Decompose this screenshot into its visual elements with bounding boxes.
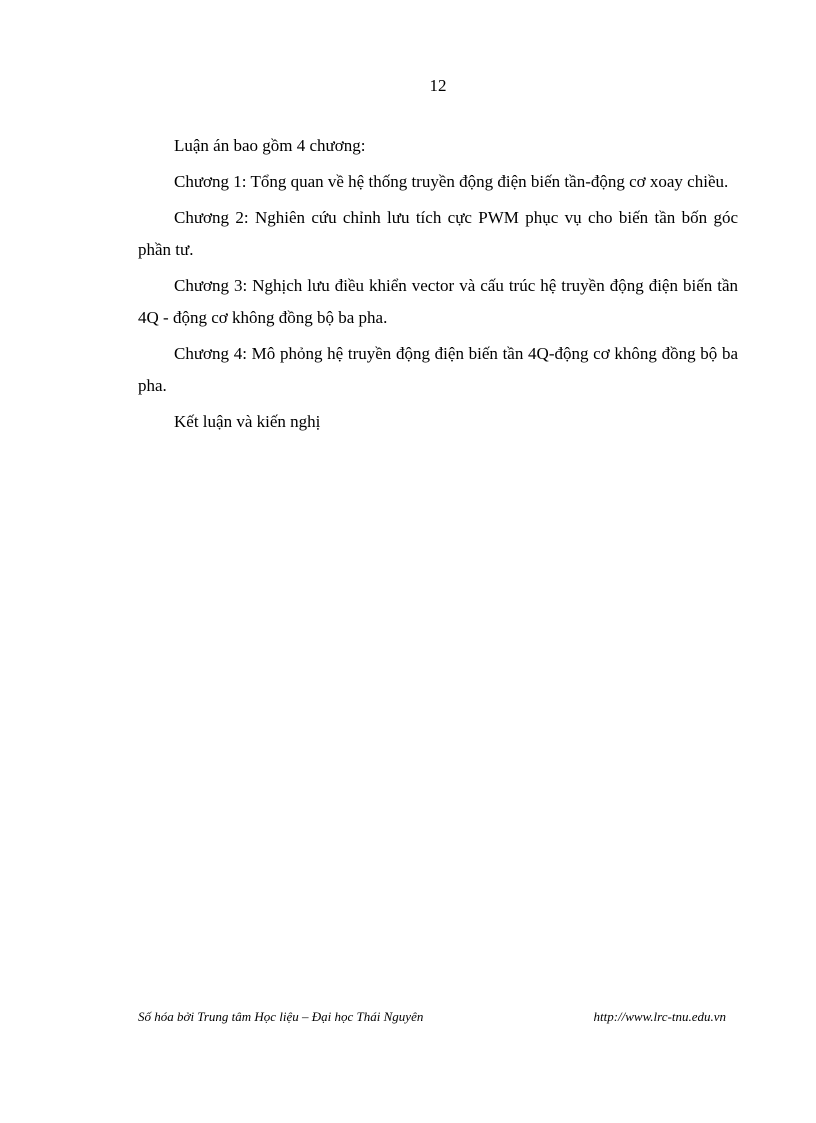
page-number: 12 <box>429 76 447 95</box>
chapter-2-paragraph: Chương 2: Nghiên cứu chỉnh lưu tích cực PWM phục vụ cho biến tần bốn góc phần tư. <box>138 208 738 259</box>
footer-credit: Số hóa bởi Trung tâm Học liệu – Đại học Thái Nguyên <box>138 1009 424 1024</box>
footer-url-link[interactable]: http://www.lrc-tnu.edu.vn <box>593 1009 726 1024</box>
conclusion-paragraph: Kết luận và kiến nghị <box>174 412 321 431</box>
chapter-1-paragraph: Chương 1: Tổng quan về hệ thống truyền động điện biến tần-động cơ xoay chiều. <box>174 172 729 191</box>
intro-paragraph: Luận án bao gồm 4 chương: <box>174 136 366 155</box>
chapter-4-paragraph: Chương 4: Mô phỏng hệ truyền động điện biến tần 4Q-động cơ không đồng bộ ba pha. <box>138 344 738 395</box>
document-body <box>138 130 738 442</box>
chapter-3-paragraph: Chương 3: Nghịch lưu điều khiển vector và cấu trúc hệ truyền động điện biến tần 4Q - động cơ không đồng bộ ba pha. <box>138 276 738 327</box>
